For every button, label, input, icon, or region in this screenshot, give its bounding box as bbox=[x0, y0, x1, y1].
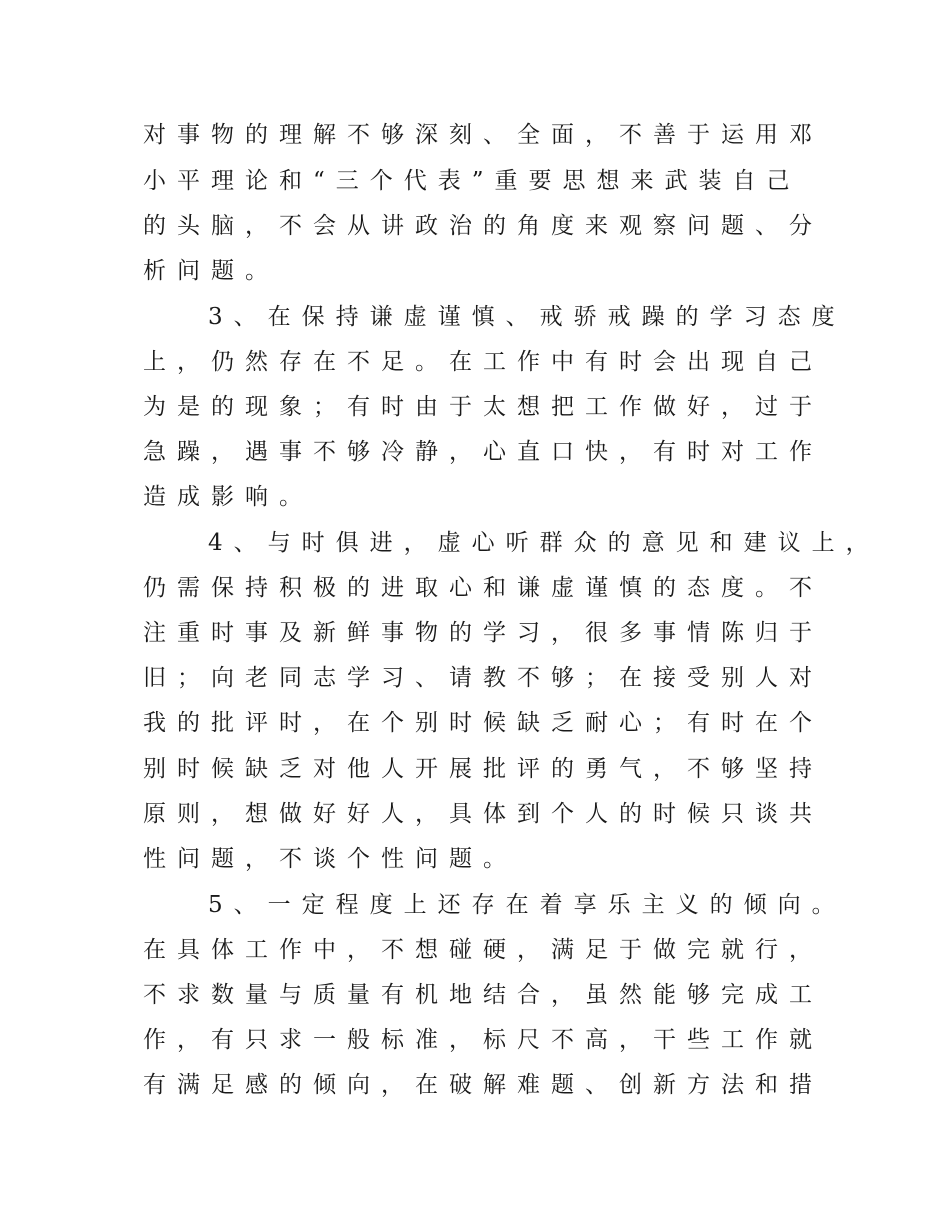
text-line: 不求数量与质量有机地结合，虽然能够完成工 bbox=[143, 982, 823, 1008]
text-line: 的头脑，不会从讲政治的角度来观察问题、分 bbox=[143, 213, 823, 239]
text-line: 上，仍然存在不足。在工作中有时会出现自己 bbox=[143, 349, 823, 375]
paragraph-start: 4、与时俱进，虚心听群众的意见和建议上， bbox=[208, 530, 880, 556]
text-line: 原则，想做好好人，具体到个人的时候只谈共 bbox=[143, 801, 823, 827]
text-line: 对事物的理解不够深刻、全面，不善于运用邓 bbox=[143, 122, 823, 148]
text-line: 仍需保持积极的进取心和谦虚谨慎的态度。不 bbox=[143, 575, 823, 601]
text-line: 作，有只求一般标准，标尺不高，干些工作就 bbox=[143, 1027, 823, 1053]
text-line: 有满足感的倾向，在破解难题、创新方法和措 bbox=[143, 1072, 823, 1098]
text-line: 别时候缺乏对他人开展批评的勇气，不够坚持 bbox=[143, 756, 823, 782]
paragraph-start: 5、一定程度上还存在着享乐主义的倾向。 bbox=[208, 892, 846, 918]
paragraph-start: 3、在保持谦虚谨慎、戒骄戒躁的学习态度 bbox=[208, 304, 846, 330]
text-line: 注重时事及新鲜事物的学习，很多事情陈归于 bbox=[143, 620, 823, 646]
text-line: 旧；向老同志学习、请教不够；在接受别人对 bbox=[143, 665, 823, 691]
text-line: 为是的现象；有时由于太想把工作做好，过于 bbox=[143, 394, 823, 420]
text-line: 急躁，遇事不够冷静，心直口快，有时对工作 bbox=[143, 439, 823, 465]
text-line: 造成影响。 bbox=[143, 484, 313, 510]
text-line: 析问题。 bbox=[143, 258, 279, 284]
text-line: 我的批评时，在个别时候缺乏耐心；有时在个 bbox=[143, 710, 823, 736]
text-line: 在具体工作中，不想碰硬，满足于做完就行， bbox=[143, 937, 823, 963]
text-line: 性问题，不谈个性问题。 bbox=[143, 846, 517, 872]
text-line: 小平理论和“三个代表”重要思想来武装自己 bbox=[143, 168, 801, 194]
